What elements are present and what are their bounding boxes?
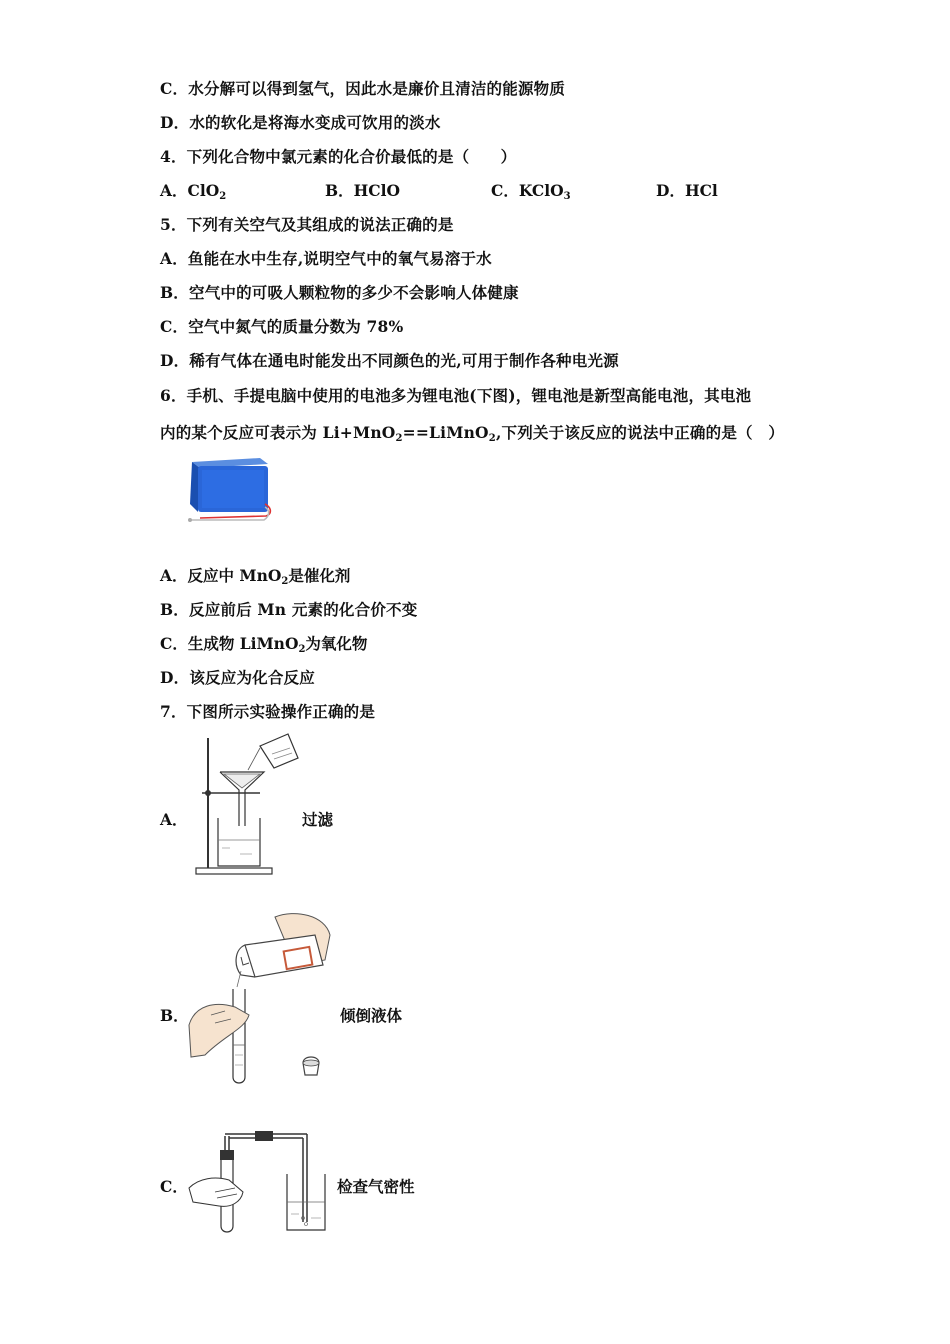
q4-stem: 4．下列化合物中氯元素的化合价最低的是（ ）	[160, 147, 517, 166]
q7-option-b-letter: B．	[160, 1006, 189, 1025]
q5-option-b: B．空气中的可吸人颗粒物的多少不会影响人体健康	[160, 283, 519, 302]
q7-option-c-letter: C．	[160, 1177, 188, 1196]
pouring-liquid-image	[185, 905, 335, 1085]
q5-stem: 5．下列有关空气及其组成的说法正确的是	[160, 215, 454, 234]
q3-option-c: C．水分解可以得到氢气，因此水是廉价且清洁的能源物质	[160, 79, 566, 98]
q6-option-c: C．生成物 LiMnO$_2$为氧化物	[160, 634, 368, 655]
q6-stem-line2: 内的某个反应可表示为 Li+MnO$_2$==LiMnO$_2$,下列关于该反应的说法中正确的是（ ）	[160, 423, 785, 444]
q6-option-b: B．反应前后 Mn 元素的化合价不变	[160, 600, 418, 619]
q3-option-d: D．水的软化是将海水变成可饮用的淡水	[160, 113, 441, 132]
q6-stem-line1: 6．手机、手提电脑中使用的电池多为锂电池(下图)，锂电池是新型高能电池，其电池	[160, 386, 752, 405]
q5-option-a: A．鱼能在水中生存,说明空气中的氧气易溶于水	[160, 249, 492, 268]
q7-option-c-label: 检查气密性	[337, 1177, 415, 1196]
q5-option-d: D．稀有气体在通电时能发出不同颜色的光,可用于制作各种电光源	[160, 351, 619, 370]
filtration-apparatus-image	[190, 728, 305, 878]
q7-stem: 7．下图所示实验操作正确的是	[160, 702, 376, 721]
q4-option-b: B．HClO	[325, 181, 400, 200]
q6-option-a: A．反应中 MnO$_2$是催化剂	[160, 566, 351, 587]
q7-option-a-label: 过滤	[302, 810, 334, 829]
q4-option-c: C．KClO$_3$	[491, 181, 571, 202]
q7-option-a-letter: A．	[160, 810, 188, 829]
q4-option-a: A．ClO$_2$	[160, 181, 227, 202]
q6-option-d: D．该反应为化合反应	[160, 668, 315, 687]
q5-option-c: C．空气中氮气的质量分数为 78%	[160, 317, 404, 336]
airtightness-check-image	[185, 1122, 335, 1237]
q7-option-b-label: 倾倒液体	[340, 1006, 403, 1025]
lithium-battery-image	[180, 452, 290, 542]
q4-option-d: D．HCl	[656, 181, 718, 200]
